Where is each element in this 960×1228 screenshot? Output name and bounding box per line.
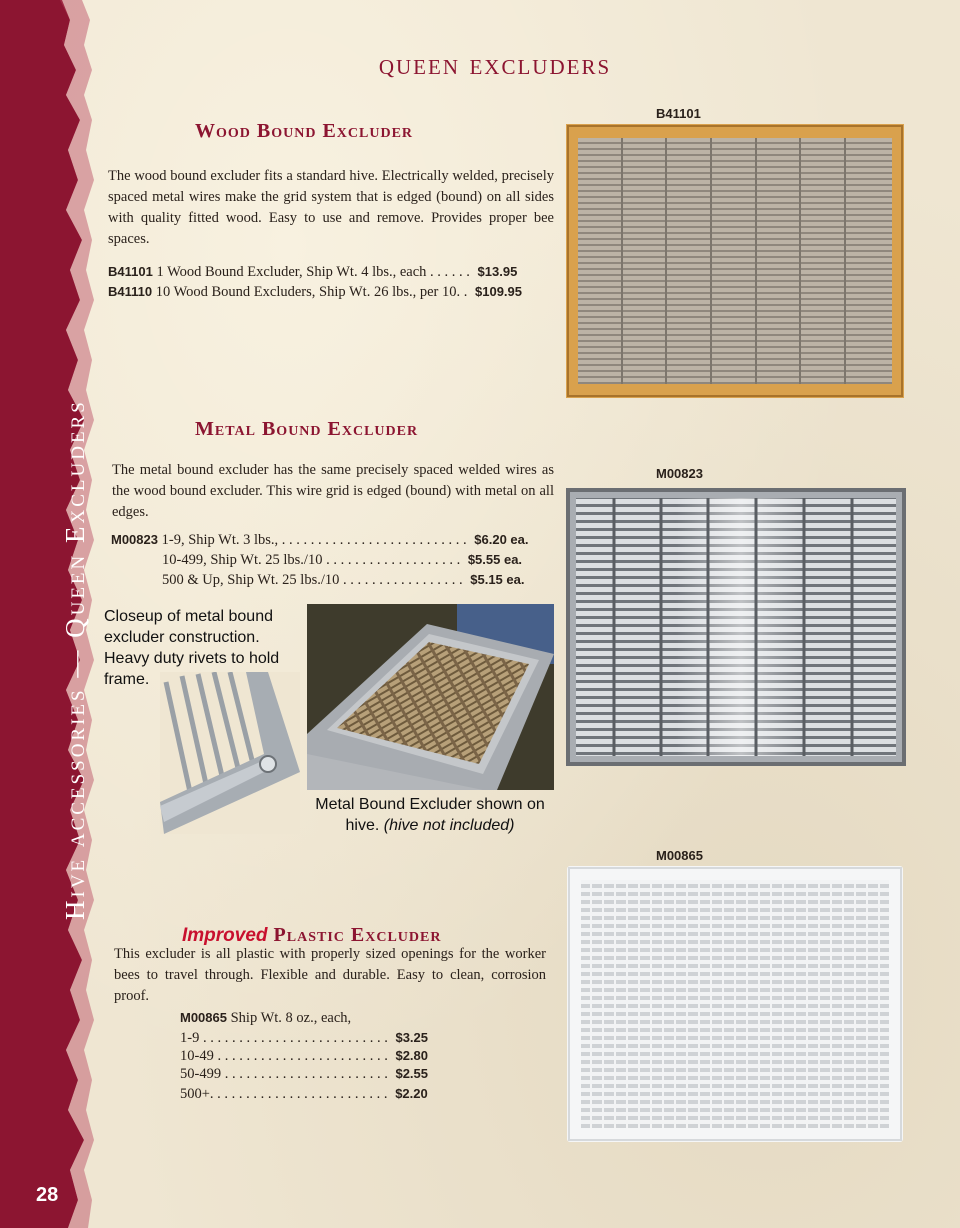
plastic-sku-text: Ship Wt. 8 oz., each,: [230, 1010, 352, 1026]
plastic-row-3: [180, 1066, 428, 1083]
metal-row-1-text: 1-9, Ship Wt. 3 lbs., . . . . . . . . . . . . . . . . . . . . . . . . . .: [161, 532, 467, 548]
metal-row-1: [111, 532, 529, 549]
plastic-sku-line: [180, 1010, 351, 1027]
metal-description: The metal bound excluder has the same precisely spaced welded wires as the wood bound excluder. This wire grid is edged (bound) with metal on all edges.: [112, 462, 554, 520]
metal-row-3-text: 500 & Up, Ship Wt. 25 lbs./10 . . . . . . . . . . . . . . . . .: [162, 572, 463, 588]
plastic-row-4-qty: 500+. . . . . . . . . . . . . . . . . . . . . . . . .: [180, 1086, 388, 1102]
metal-heading: Metal Bound Excluder: [195, 418, 419, 440]
plastic-heading-text: Plastic Excluder: [273, 924, 442, 946]
wood-item-2-sku: B41110: [108, 284, 153, 299]
plastic-row-1-qty: 1-9 . . . . . . . . . . . . . . . . . . . . . . . . . .: [180, 1030, 388, 1046]
wood-item-1-sku: B41101: [108, 264, 153, 279]
metal-row-2-price: $5.55 ea.: [467, 552, 523, 567]
metal-row-3-price: $5.15 ea.: [470, 572, 525, 587]
plastic-row-1: [180, 1030, 428, 1047]
metal-row-2-text: 10-499, Ship Wt. 25 lbs./10 . . . . . . . . . . . . . . . . . . .: [162, 552, 461, 568]
wood-item-1: [108, 264, 517, 281]
plastic-row-2-price: $2.80: [395, 1048, 429, 1063]
wood-item-2-price: $109.95: [475, 284, 523, 299]
wood-description: The wood bound excluder fits a standard hive. Electrically welded, precisely spaced metal wires make the grid system that is edged (bound) on all sides with quality fitted wood. Easy to use and remove. Provides proper bee spaces.: [108, 168, 554, 247]
wood-item-2-text: 10 Wood Bound Excluders, Ship Wt. 26 lbs., per 10. .: [155, 284, 468, 300]
plastic-row-3-price: $2.55: [395, 1066, 429, 1081]
metal-excluder-photo: [566, 488, 906, 766]
metal-sku: M00823: [111, 532, 158, 547]
hive-caption-text: Metal Bound Excluder shown on hive.: [315, 796, 545, 834]
plastic-excluder-photo: [567, 866, 903, 1142]
page-number: 28: [36, 1184, 59, 1206]
plastic-row-2: [180, 1048, 428, 1065]
side-title: Hive accessories — Queen Excluders: [60, 399, 90, 920]
plastic-row-1-price: $3.25: [395, 1030, 429, 1045]
wood-heading: Wood Bound Excluder: [195, 120, 414, 142]
wood-excluder-photo: [566, 124, 904, 398]
plastic-sku: M00865: [180, 1010, 227, 1025]
closeup-photo: [160, 672, 300, 834]
metal-row-1-price: $6.20 ea.: [474, 532, 529, 547]
metal-row-3: [162, 572, 524, 589]
plastic-heading-prefix: Improved: [182, 925, 268, 946]
closeup-caption: Closeup of metal bound excluder construction. Heavy duty rivets to hold frame.: [104, 608, 280, 688]
metal-row-2: [162, 552, 522, 569]
page-title: queen excluders: [378, 48, 612, 81]
hive-caption: [308, 794, 552, 836]
plastic-row-4-price: $2.20: [395, 1086, 428, 1101]
plastic-row-2-qty: 10-49 . . . . . . . . . . . . . . . . . . . . . . . .: [180, 1048, 388, 1064]
wood-item-1-text: 1 Wood Bound Excluder, Ship Wt. 4 lbs., each . . . . . .: [156, 264, 470, 280]
hive-photo: [307, 604, 554, 790]
plastic-row-3-qty: 50-499 . . . . . . . . . . . . . . . . . . . . . . .: [180, 1066, 388, 1082]
wood-item-1-price: $13.95: [477, 264, 518, 279]
metal-image-label: M00823: [656, 466, 703, 481]
plastic-image-label: M00865: [656, 848, 703, 863]
wood-item-2: [108, 284, 522, 301]
plastic-row-4: [180, 1086, 428, 1103]
hive-caption-note: (hive not included): [383, 817, 515, 834]
plastic-description: This excluder is all plastic with properly sized openings for the worker bees to travel through. Flexible and durable. Easy to clean, corrosion proof.: [114, 946, 546, 1004]
wood-image-label: B41101: [656, 106, 701, 121]
